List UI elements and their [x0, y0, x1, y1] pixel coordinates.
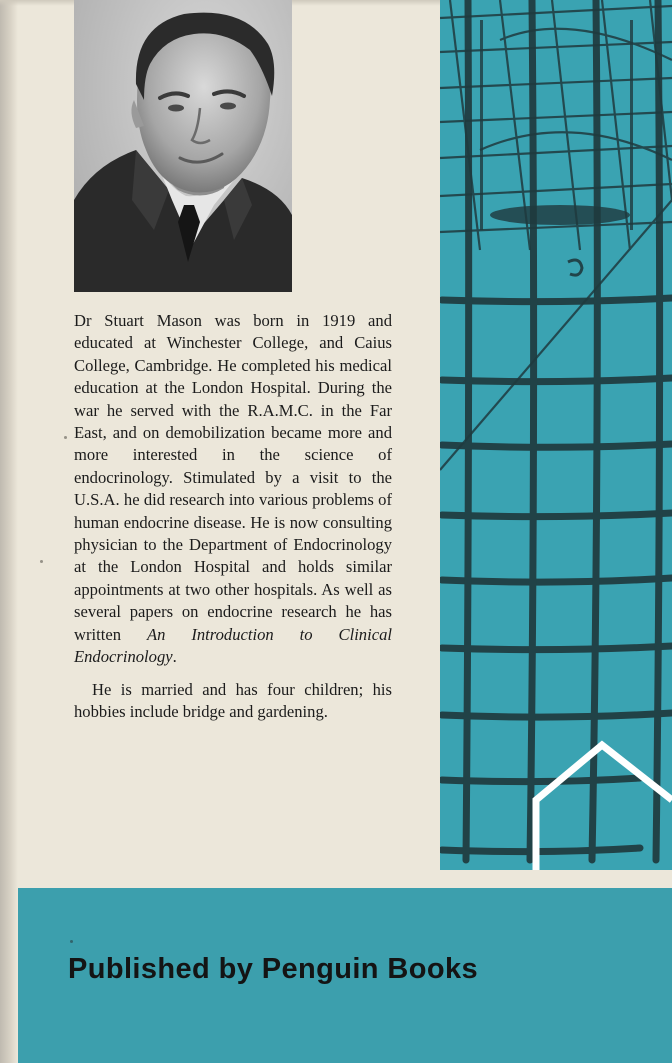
cover-artwork [440, 0, 672, 870]
bio-book-title-end: . [172, 647, 177, 667]
bio-book-title: An Introduction to Clinical Endocrinology [74, 624, 392, 667]
publisher-band [18, 888, 672, 1063]
bio-paragraph-2: He is married and has four children; his hobbies include bridge and gardening. [74, 679, 392, 721]
publisher-line: Published by Penguin Books [68, 953, 478, 985]
author-photo [74, 0, 292, 292]
paper-speck [40, 560, 43, 563]
bio-paragraph-1-text: Dr Stuart Mason was born in 1919 and educated at Winchester College, and Caius College, Cambridge. He completed his medical education at the London Hospital. During the war he served with the R.A.M.C. in the Far East, and on demobilization became more and more interested in the science of endocrinology. Stimulated by a visit to the U.S.A. he did research into various problems of human endocrine disease. He is now consulting physician to the Department of Endocrinology at the London Hospital and holds similar appointments at two other hospitals. As well as several papers on endocrine research he has written [74, 311, 392, 644]
spine-edge [0, 0, 18, 1063]
author-portrait-illustration [74, 0, 292, 292]
paper-speck [64, 436, 67, 439]
bio-paragraph-1 [74, 310, 392, 669]
grid-pattern-illustration [440, 0, 672, 870]
paper-speck [70, 940, 73, 943]
author-biography [74, 310, 392, 723]
